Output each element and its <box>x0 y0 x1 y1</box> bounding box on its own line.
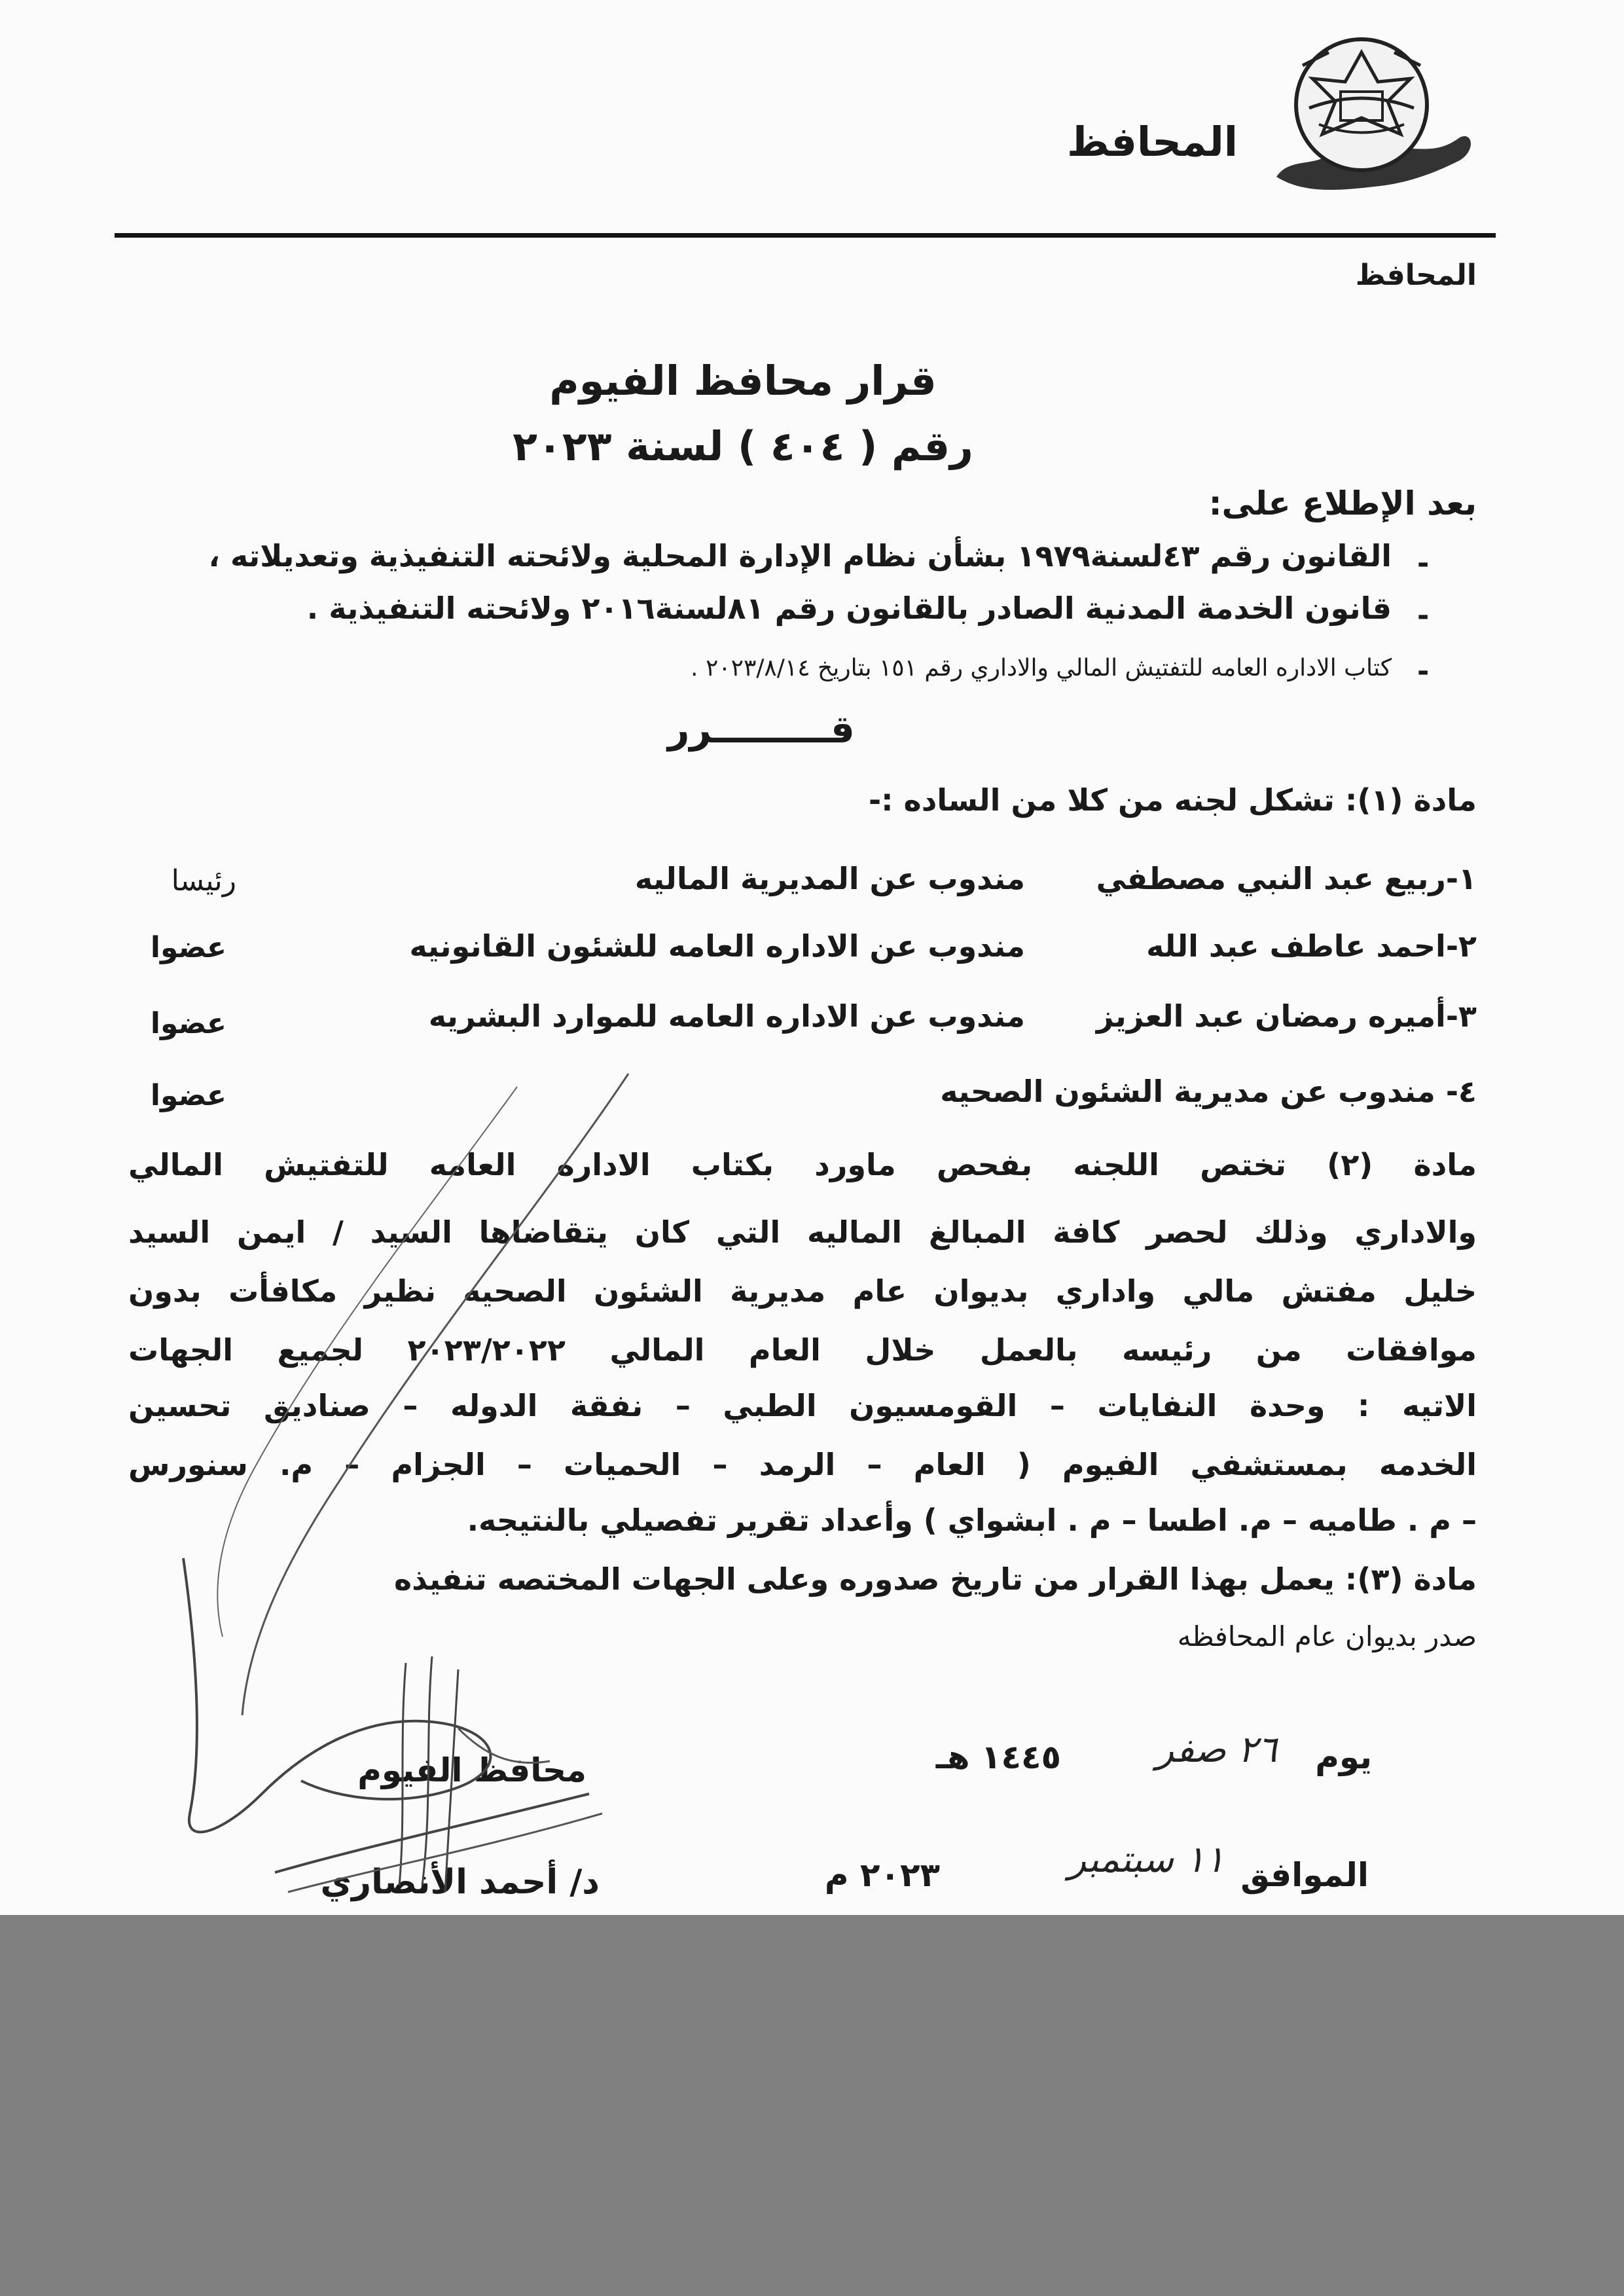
hijri-year: ١٤٤٥ هـ <box>935 1738 1061 1776</box>
article2-line: – م . طاميه – م. اطسا – م . ابشواي ) وأعداد تقرير تفصيلي بالنتيجه. <box>467 1503 1477 1538</box>
header-divider <box>115 233 1496 238</box>
decree-number: رقم ( ٤٠٤ ) لسنة ٢٠٢٣ <box>513 422 973 470</box>
greg-year: ٢٠٢٣ م <box>824 1856 940 1894</box>
signatory-name: د/ أحمد الأنصاري <box>320 1863 600 1902</box>
member-role: مندوب عن المديرية الماليه <box>634 861 1025 896</box>
scan-grey-area <box>0 1915 1624 2296</box>
member-status: عضوا <box>150 931 226 964</box>
sub-title: المحافظ <box>1355 259 1477 292</box>
preamble-item: قانون الخدمة المدنية الصادر بالقانون رقم ٨١لسنة٢٠١٦ ولائحته التنفيذية . <box>306 591 1392 626</box>
issued-line: صدر بديوان عام المحافظه <box>1177 1620 1477 1652</box>
member-status: عضوا <box>150 1079 226 1112</box>
member-name: ٤- مندوب عن مديرية الشئون الصحيه <box>940 1074 1477 1109</box>
article1-heading: مادة (١): تشكل لجنه من كلا من الساده :- <box>869 782 1477 818</box>
decree-title: قرار محافظ الفيوم <box>549 357 937 405</box>
member-status: عضوا <box>150 1007 226 1040</box>
preamble-item: القانون رقم ٤٣لسنة١٩٧٩ بشأن نظام الإدارة المحلية ولائحته التنفيذية وتعديلاته ، <box>208 538 1392 574</box>
hijri-handwritten: ٢٦ صفر <box>1156 1728 1277 1771</box>
eagle-seal-icon <box>1263 26 1479 196</box>
member-name: ٢-احمد عاطف عبد الله <box>1146 928 1477 964</box>
handwritten-signature-icon <box>92 1061 746 1912</box>
member-name: ٣-أميره رمضان عبد العزيز <box>1096 998 1477 1034</box>
bullet-dash: - <box>1417 655 1430 688</box>
member-name: ١-ربيع عبد النبي مصطفي <box>1096 861 1477 896</box>
article3-text: مادة (٣): يعمل بهذا القرار من تاريخ صدوره وعلى الجهات المختصه تنفيذه <box>394 1561 1477 1597</box>
hijri-prefix: يوم <box>1315 1738 1372 1776</box>
office-title: المحافظ <box>1066 118 1238 166</box>
decides-label: قـــــــــرر <box>668 707 855 752</box>
article2-line: خليل مفتش مالي واداري بديوان عام مديرية الشئون الصحيه نظير مكافأت بدون <box>128 1273 1477 1309</box>
article2-line: الاتيه : وحدة النفايات – القومسيون الطبي – نفقة الدوله – صناديق تحسين <box>128 1388 1477 1423</box>
preamble-heading: بعد الإطلاع على: <box>1208 484 1477 522</box>
member-role: مندوب عن الاداره العامه للشئون القانونيه <box>409 928 1025 964</box>
greg-handwritten: ١١ سبتمبر <box>1068 1838 1225 1881</box>
member-role: مندوب عن الاداره العامه للموارد البشريه <box>428 998 1025 1034</box>
bullet-dash: - <box>1417 547 1430 580</box>
article2-line: مادة (٢) تختص اللجنه بفحص ماورد بكتاب الاداره العامه للتفتيش المالي <box>128 1147 1477 1182</box>
member-status: رئيسا <box>171 864 236 898</box>
article2-line: موافقات من رئيسه بالعمل خلال العام المالي ٢٠٢٣/٢٠٢٢ لجميع الجهات <box>128 1332 1477 1368</box>
article2-line: الخدمه بمستشفي الفيوم ( العام – الرمد – الحميات – الجزام – م. سنورس <box>128 1447 1477 1482</box>
preamble-item: كتاب الاداره العامه للتفتيش المالي والاداري رقم ١٥١ بتاريخ ٢٠٢٣/٨/١٤ . <box>691 655 1392 682</box>
greg-prefix: الموافق <box>1240 1856 1369 1894</box>
signatory-title: محافظ الفيوم <box>357 1751 586 1789</box>
bullet-dash: - <box>1417 599 1430 632</box>
article2-line: والاداري وذلك لحصر كافة المبالغ الماليه التي كان يتقاضاها السيد / ايمن السيد <box>128 1214 1477 1250</box>
